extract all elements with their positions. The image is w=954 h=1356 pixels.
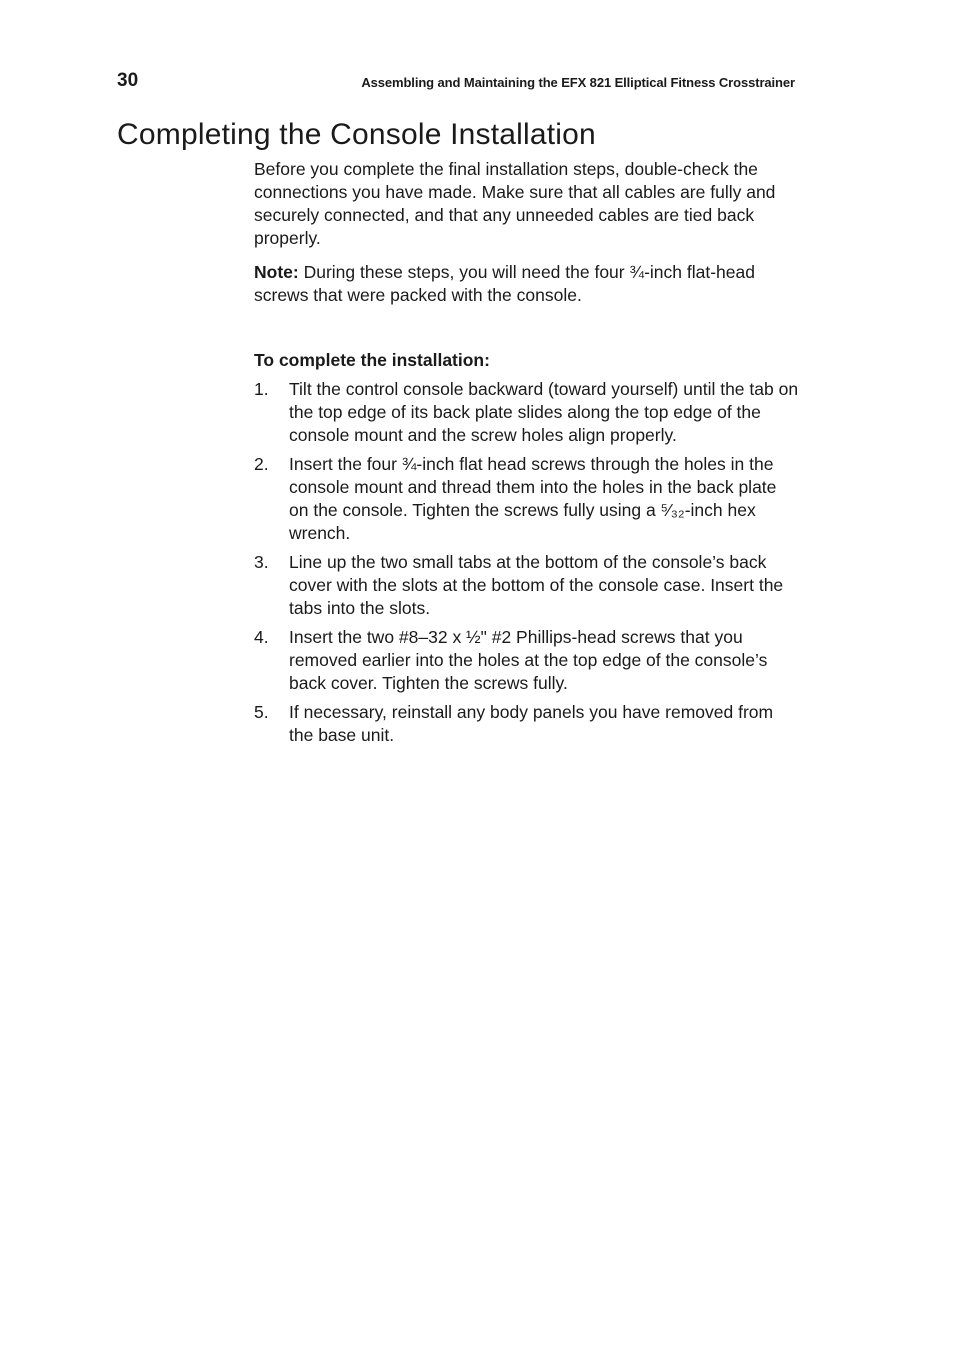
note-paragraph bbox=[254, 261, 799, 307]
body-content bbox=[254, 158, 799, 753]
procedure-step bbox=[254, 626, 799, 695]
step-text: Insert the four ¾-inch flat head screws through the holes in the console mount and thread them into the holes in the back plate on the console. Tighten the screws fully using a ⁵⁄₃₂-inch hex wrench. bbox=[289, 454, 777, 543]
intro-paragraph: Before you complete the final installation steps, double-check the connections you have made. Make sure that all cables are fully and securely connected, and that any unneeded cables are tied back properly. bbox=[254, 159, 776, 248]
step-number: 4. bbox=[254, 627, 269, 647]
procedure-step bbox=[254, 453, 799, 545]
procedure-step bbox=[254, 701, 799, 747]
step-number: 1. bbox=[254, 379, 269, 399]
step-text: If necessary, reinstall any body panels you have removed from the base unit. bbox=[289, 702, 774, 745]
step-text: Tilt the control console backward (toward yourself) until the tab on the top edge of its back plate slides along the top edge of the console mount and the screw holes align properly. bbox=[289, 379, 799, 445]
note-label: Note: bbox=[254, 262, 299, 282]
procedure-step bbox=[254, 551, 799, 620]
step-text: Insert the two #8–32 x ½" #2 Phillips-head screws that you removed earlier into the holes at the top edge of the console’s back cover. Tighten the screws fully. bbox=[289, 627, 768, 693]
section-title: Completing the Console Installation bbox=[117, 118, 596, 151]
note-text: During these steps, you will need the four ¾-inch flat-head screws that were packed with the console. bbox=[254, 262, 755, 305]
procedure-heading: To complete the installation: bbox=[254, 350, 490, 370]
step-number: 2. bbox=[254, 454, 269, 474]
page-number: 30 bbox=[117, 70, 139, 91]
procedure-steps bbox=[254, 378, 799, 747]
procedure-step bbox=[254, 378, 799, 447]
step-text: Line up the two small tabs at the bottom of the console’s back cover with the slots at the bottom of the console case. Insert the tabs into the slots. bbox=[289, 552, 784, 618]
step-number: 5. bbox=[254, 702, 269, 722]
running-header: Assembling and Maintaining the EFX 821 Elliptical Fitness Crosstrainer bbox=[361, 75, 795, 90]
step-number: 3. bbox=[254, 552, 269, 572]
